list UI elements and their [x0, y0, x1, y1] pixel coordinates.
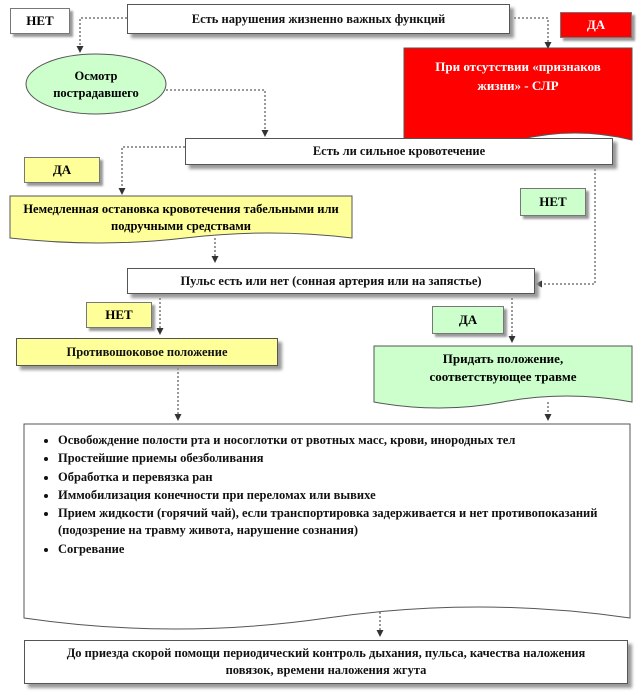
yes-bleeding-tag: ДА [24, 157, 100, 183]
final-monitoring-box: До приезда скорой помощи периодический контроль дыхания, пульса, качества наложения повязок, времени наложения жгута [24, 640, 628, 684]
no-bleeding-tag: НЕТ [520, 188, 586, 216]
edge-vital-exam [80, 18, 127, 52]
edge-bleeding-pulse [536, 165, 595, 284]
no-pulse-tag: НЕТ [86, 302, 152, 328]
edge-vital-cpr [510, 18, 548, 48]
antishock-position-box: Противошоковое положение [16, 338, 278, 366]
bleeding-question-box: Есть ли сильное кровотечение [185, 138, 613, 165]
trauma-position-label: Придать положение, соответствующее травме [429, 351, 577, 385]
yes-pulse-tag: ДА [432, 306, 504, 334]
action-item: • Простейшие приемы обезболивания [58, 450, 618, 467]
action-item: • Иммобилизация конечности при переломах или вывихе [58, 487, 618, 504]
cpr-label: При отсутствии «признаков жизни» - СЛР [435, 59, 601, 93]
stop-bleeding-label: Немедленная остановка кровотечения табельными или подручными средствами [23, 202, 339, 233]
action-item: • Обработка и перевязка ран [58, 469, 618, 486]
no-vital-tag: НЕТ [10, 8, 70, 34]
action-item: • Освобождение полости рта и носоглотки от рвотных масс, крови, инородных тел [58, 432, 618, 449]
yes-vital-tag: ДА [560, 12, 632, 38]
exam-label: Осмотр пострадавшего [53, 69, 139, 100]
actions-list [24, 424, 628, 620]
action-item: • Согревание [58, 541, 618, 558]
pulse-question-box: Пульс есть или нет (сонная артерия или на запястье) [127, 268, 535, 294]
vital-functions-box: Есть нарушения жизненно важных функций [127, 4, 510, 34]
edge-exam-bleeding [150, 90, 265, 136]
action-item: • Прием жидкости (горячий чай), если транспортировка задерживается и нет противопоказаний (подозрение на травму живота, нарушение сознания) [58, 505, 618, 540]
edge-bleeding-stop [122, 147, 185, 194]
